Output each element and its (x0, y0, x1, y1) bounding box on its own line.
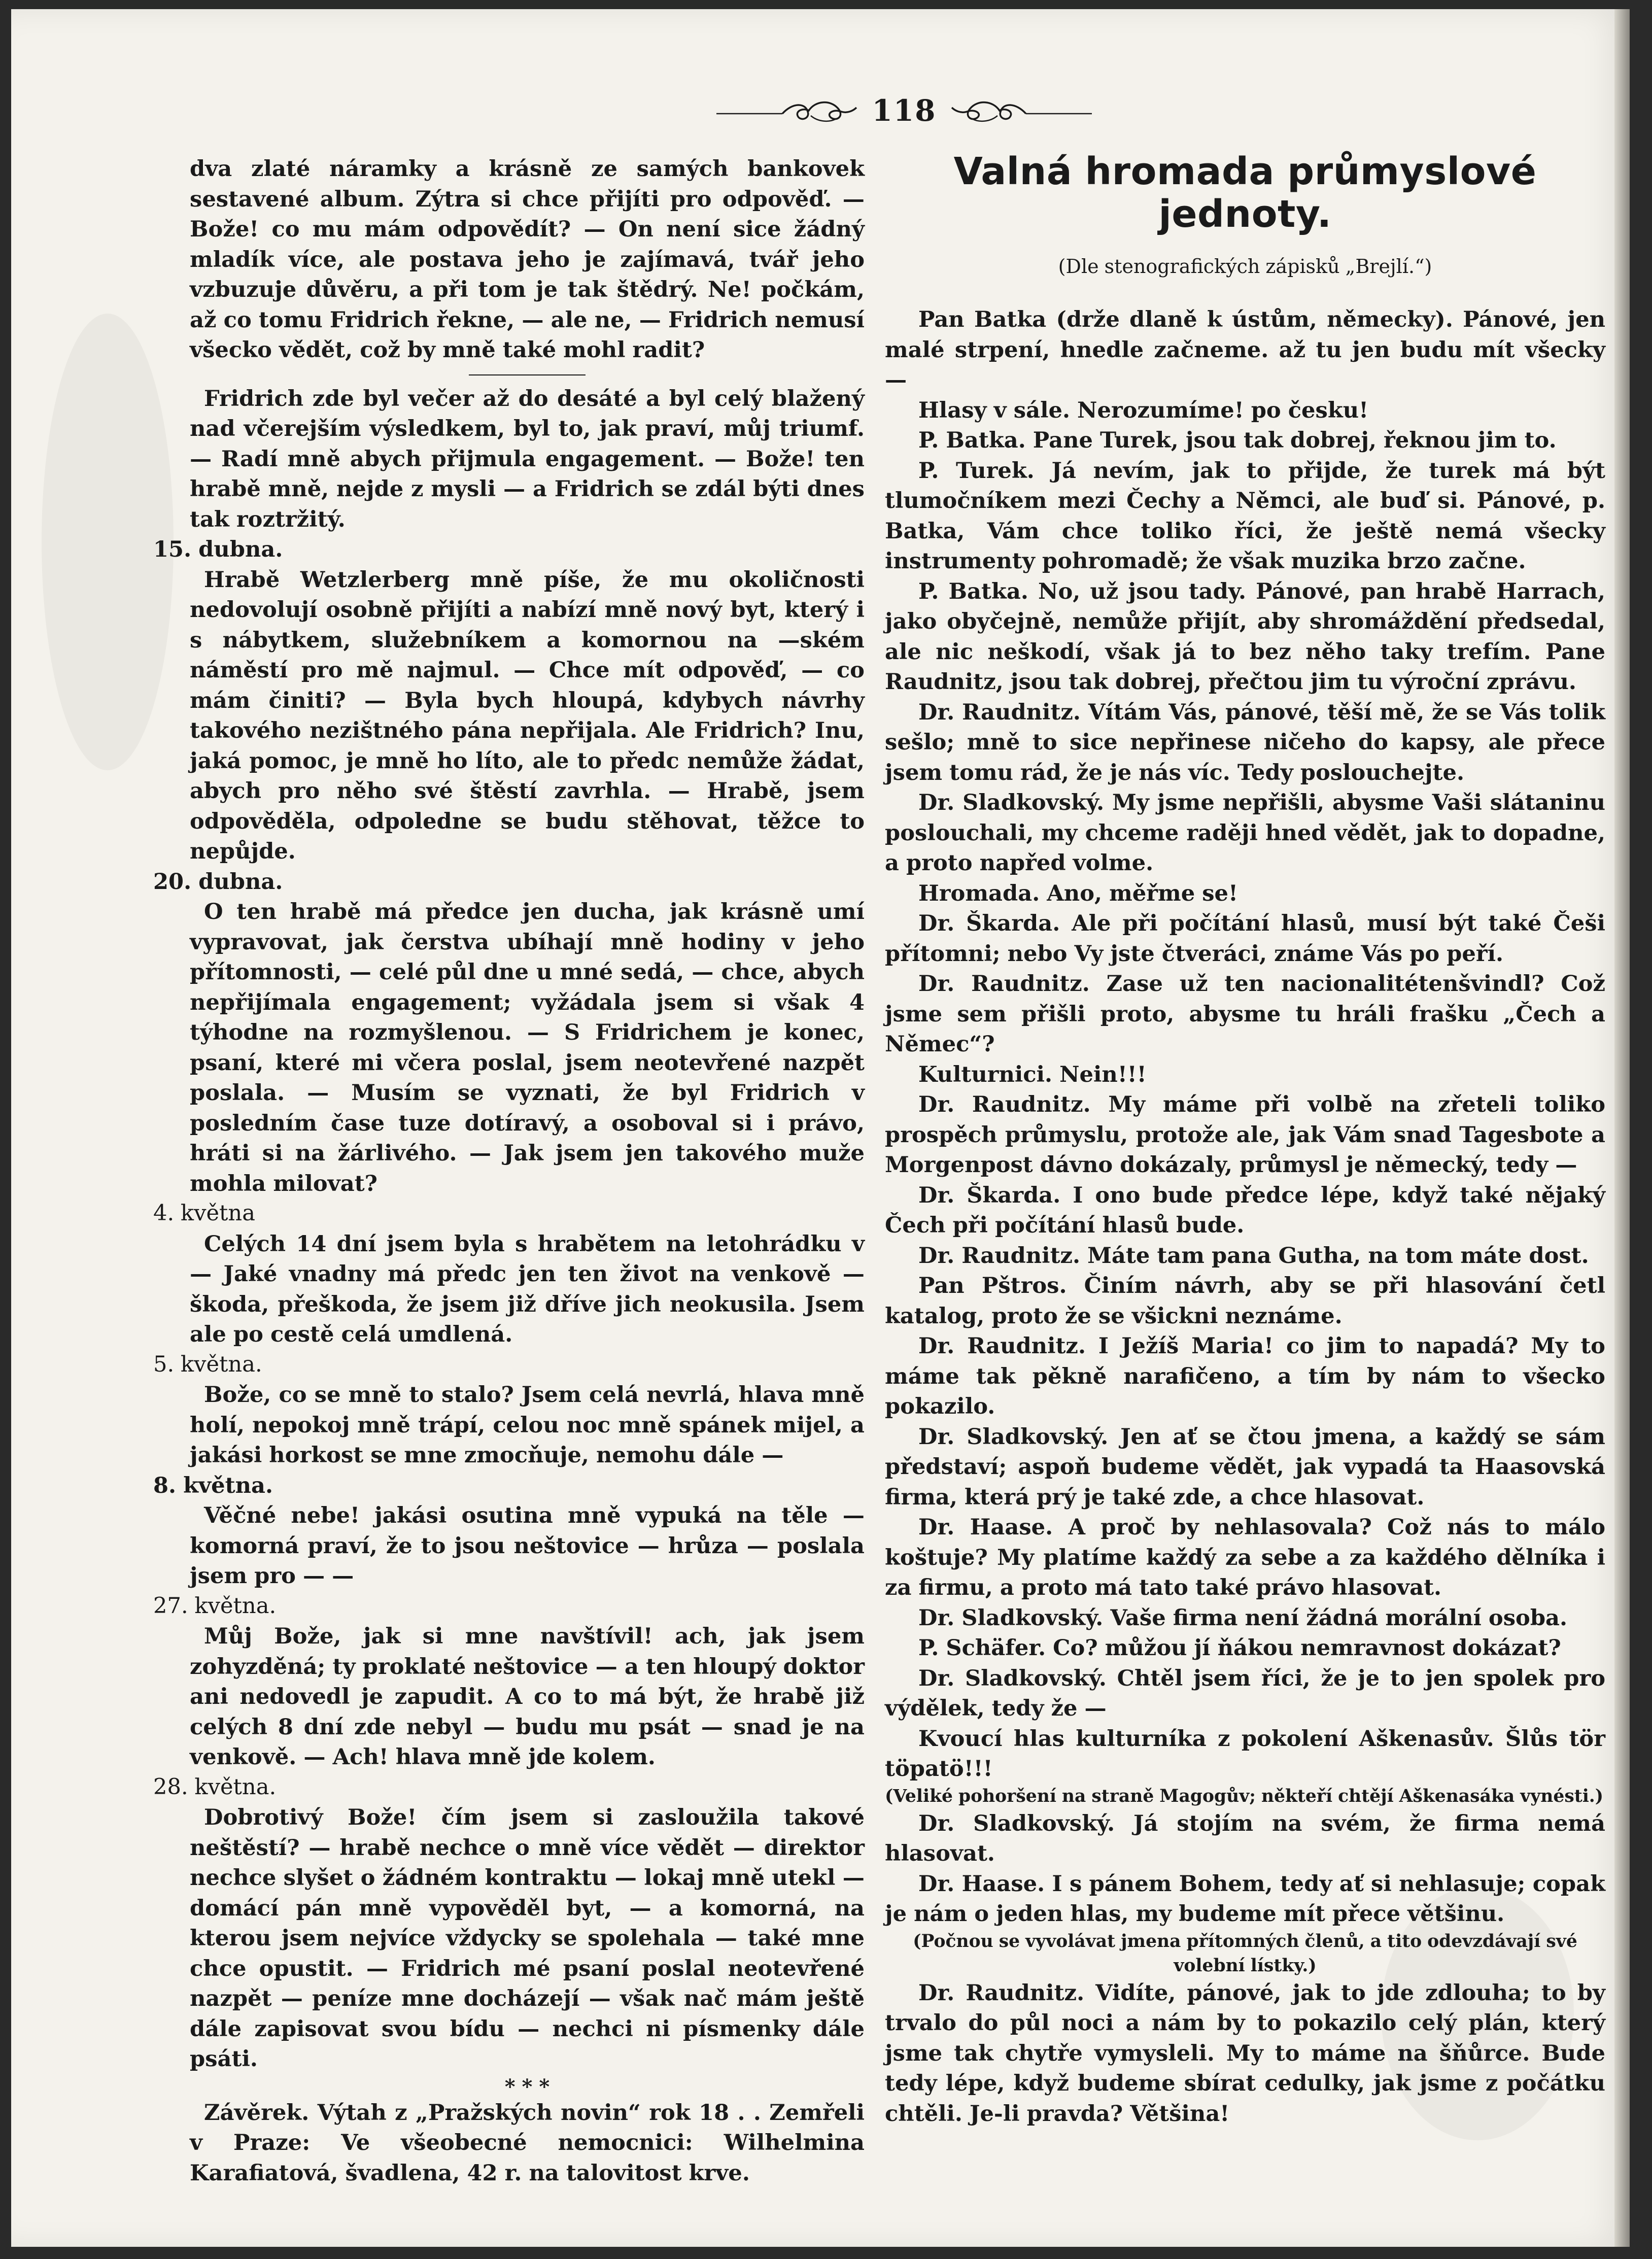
page-header (711, 90, 1097, 131)
page-spine (1614, 9, 1630, 2247)
paragraph: Můj Bože, jak si mne navštívil! ach, jak jsem zohyzděná; ty proklaté neštovice — a ten hloupý doktor ani nedovedl je zapudit. A co to má být, že hrabě již celých 8 dní zde nebyl — budu mu psát — snad je na venkově. — Ach! hlava mně jde kolem. (190, 1623, 865, 1770)
divider-rule (469, 374, 586, 375)
paragraph: Bože, co se mně to stalo? Jsem celá nevrlá, hlava mně holí, nepokoj mně trápí, celou noc mně spánek mijel, a jakási horkost se mne zmocňuje, nemohu dále — (190, 1382, 865, 1468)
paragraph: Celých 14 dní jsem byla s hrabětem na letohrádku v — Jaké vnadny má předc jen ten život na venkově — škoda, přeškoda, že jsem již dříve jich neokusila. Jsem ale po cestě celá umdlená. (190, 1230, 865, 1347)
dialogue-line: Dr. Sladkovský. Vaše firma není žádná morální osoba. (918, 1604, 1568, 1631)
diary-date: 28. května. (153, 1774, 277, 1800)
diary-date: 20. dubna. (153, 868, 283, 895)
diary-date: 4. května (153, 1201, 255, 1226)
dialogue-line: P. Schäfer. Co? můžou jí ňákou nemravnost dokázat? (918, 1635, 1561, 1661)
right-column (885, 146, 1605, 2129)
dialogue-line: Dr. Škarda. I ono bude předce lépe, když také nějaký Čech při počítání hlasů bude. (885, 1182, 1605, 1238)
paragraph: Dobrotivý Bože! čím jsem si zasloužila takové neštěstí? — hrabě nechce o mně více vědět — direktor nechce slyšet o žádném kontraktu — lokaj mně utekl — domácí pán mně vypověděl byt, — a komorná, na kterou jsem nejvíce vždycky se spolehala — také mne chce opustit. — Fridrich mé psaní poslal neotevřené nazpět — peníze mne docházejí — však nač mám ještě dále zapisovat svou bídu — nechci ni písmenky dále psáti. (190, 1804, 865, 2072)
dialogue-line: Dr. Raudnitz. Vítám Vás, pánové, těší mě, že se Vás tolik sešlo; mně to sice nepřinese ničeho do kapsy, ale přece jsem tomu rád, že je nás víc. Tedy poslouchejte. (885, 699, 1605, 785)
dialogue-line: Hromada. Ano, měřme se! (918, 880, 1238, 906)
dialogue-line: Dr. Sladkovský. My jsme nepřišli, abysme Vaši slátaninu poslouchali, my chceme raději hned vědět, jak to dopadne, a proto napřed volme. (885, 790, 1605, 876)
paragraph: O ten hrabě má předce jen ducha, jak krásně umí vypravovat, jak čerstva ubíhají mně hodiny v jeho přítomnosti, — celé půl dne u mné sedá, — chce, abych nepřijímala engagement; vyžádala jsem si však 4 týhodne na rozmyšlenou. — S Fridrichem je konec, psaní, které mi včera poslal, jsem neotevřené nazpět poslala. — Musím se vyznati, že byl Fridrich v posledním čase tuze dotíravý, a osoboval si i právo, hráti si na žárlivého. — Jak jsem jen takového muže mohla milovat? (190, 899, 865, 1196)
diary-date: 27. května. (153, 1593, 277, 1619)
dialogue-line: Dr. Raudnitz. My máme při volbě na zřeteli toliko prospěch průmyslu, protože ale, jak Vám snad Tagesbote a Morgenpost dávno dokázaly, průmysl je německý, tedy — (885, 1091, 1605, 1178)
paragraph: Fridrich zde byl večer až do desáté a byl celý blažený nad včerejším výsledkem, byl to, jak praví, můj triumf. — Radí mně abych přijmula engagement. — Bože! ten hrabě mně, nejde z mysli — a Fridrich se zdál býti dnes tak roztržitý. (190, 385, 865, 532)
dialogue-line: Kvoucí hlas kulturníka z pokolení Aškenasův. Šlůs tör töpatö!!! (885, 1725, 1605, 1782)
dialogue-line: Dr. Raudnitz. Máte tam pana Gutha, na tom máte dost. (918, 1242, 1589, 1269)
dialogue-line: Dr. Raudnitz. Vidíte, pánové, jak to jde zdlouha; to by trvalo do půl noci a nám by to pokazilo celý plán, který jsme tak chytře vymysleli. My to máme na šňůrce. Bude tedy lépe, když budeme sbírat cedulky, jak jsme z počátku chtěli. Je-li pravda? Většina! (885, 1979, 1605, 2127)
ornament-right-icon (950, 95, 1092, 126)
dialogue-line: Dr. Haase. I s pánem Bohem, tedy ať si nehlasuje; copak je nám o jeden hlas, my budeme mít přece většinu. (885, 1870, 1605, 1927)
dialogue-line: P. Turek. Já nevím, jak to přijde, že turek má být tlumočníkem mezi Čechy a Němci, ale buď si. Pánové, p. Batka, Vám chce toliko říci, že ještě nemá všecky instrumenty pohromadě; že však muzika brzo začne. (885, 457, 1605, 574)
dialogue-line: Dr. Raudnitz. I Ježíš Maria! co jim to napadá? My to máme tak pěkně narafičeno, a tím by nám to všecko pokazilo. (885, 1333, 1605, 1419)
stage-direction: (Počnou se vyvolávat jmena přítomných členů, a tito odevzdávají své volební lístky.) (913, 1931, 1577, 1976)
paragraph: dva zlaté náramky a krásně ze samých bankovek sestavené album. Zýtra si chce přijíti pro odpověď. — Bože! co mu mám odpovědít? — On není sice žádný mladík více, ale postava jeho je zajímavá, tvář jeho vzbuzuje důvěru, a při tom je tak štědrý. Ne! počkám, až co tomu Fridrich řekne, — ale ne, — Fridrich nemusí všecko vědět, což by mně také mohl radit? (190, 156, 865, 363)
dialogue-line: Hlasy v sále. Nerozumíme! po česku! (918, 397, 1369, 423)
dialogue-line: Kulturnici. Nein!!! (918, 1061, 1147, 1087)
paragraph: Hrabě Wetzlerberg mně píše, že mu okoličnosti nedovolují osobně přijíti a nabízí mně nový byt, který i s nábytkem, služebníkem a komornou na —ském náměstí pro mě najmul. — Chce mít odpověď, — co mám činiti? — Byla bych hloupá, kdybych návrhy takového nezištného pána nepřijala. Ale Fridrich? Inu, jaká pomoc, je mně ho líto, ale to předc nemůže žádat, abych pro něho své štěstí zavrhla. — Hrabě, jsem odpověděla, odpoledne se budu stěhovat, těžce to nepůjde. (190, 566, 865, 864)
dialogue-line: Dr. Raudnitz. Zase už ten nacionalitétenšvindl? Což jsme sem přišli proto, abysme tu hráli frašku „Čech a Němec“? (885, 971, 1605, 1057)
dialogue-line: Dr. Škarda. Ale při počítání hlasů, musí být také Češi přítomni; nebo Vy jste čtveráci, známe Vás po peří. (885, 910, 1605, 967)
dialogue-line: Dr. Sladkovský. Já stojím na svém, že firma nemá hlasovat. (885, 1810, 1605, 1866)
closing-paragraph: Závěrek. Výtah z „Pražských novin“ rok 18 . . Zemřeli v Praze: Ve všeobecné nemocnici: Wilhelmina Karafiatová, švadlena, 42 r. na talovitost krve. (190, 2099, 865, 2186)
dialogue-line: Dr. Sladkovský. Jen ať se čtou jmena, a každý se sám představí; aspoň budeme vědět, jak vypadá ta Haasovská firma, která prý je také zde, a chce hlasovat. (885, 1423, 1605, 1510)
dialogue-line: Pan Pštros. Činím návrh, aby se při hlasování četl katalog, proto že se všickni neznáme. (885, 1273, 1605, 1329)
dialogue-line: P. Batka. Pane Turek, jsou tak dobrej, řeknou jim to. (918, 427, 1557, 453)
article-subtitle: (Dle stenografických zápisků „Brejlí.“) (1058, 255, 1432, 278)
diary-date: 15. dubna. (153, 536, 283, 562)
newspaper-page (11, 9, 1630, 2247)
page-number: 118 (872, 93, 937, 128)
paragraph: Věčné nebe! jakási osutina mně vypuká na těle — komorná praví, že to jsou neštovice — hrůza — poslala jsem pro — — (190, 1502, 865, 1589)
dialogue-line: Dr. Sladkovský. Chtěl jsem říci, že je to jen spolek pro výdělek, tedy že — (885, 1665, 1605, 1721)
dialogue-line: P. Batka. No, už jsou tady. Pánové, pan hrabě Harrach, jako obyčejně, nemůže přijít, aby shromáždění předsedal, ale nic neškodí, však já to bez něho taky trefím. Pane Raudnitz, jsou tak dobrej, přečtou jim tu výroční zprávu. (885, 578, 1605, 695)
dialogue-line: Pan Batka (drže dlaně k ústům, německy). Pánové, jen malé strpení, hnedle začneme. až tu jen budu mít všecky — (885, 306, 1605, 393)
article-title: Valná hromada průmyslové jednoty. (953, 150, 1537, 236)
diary-date: 8. května. (153, 1472, 273, 1498)
ornament-left-icon (716, 95, 858, 126)
section-stars: * * * (504, 2074, 550, 2099)
left-column (153, 154, 865, 2188)
diary-date: 5. května. (153, 1351, 262, 1377)
stage-direction: (Veliké pohoršení na straně Magogův; někteří chtějí Aškenasáka vynésti.) (885, 1786, 1604, 1806)
dialogue-line: Dr. Haase. A proč by nehlasovala? Což nás to málo koštuje? My platíme každý za sebe a za každého dělníka i za firmu, a proto má tato také právo hlasovat. (885, 1514, 1605, 1600)
